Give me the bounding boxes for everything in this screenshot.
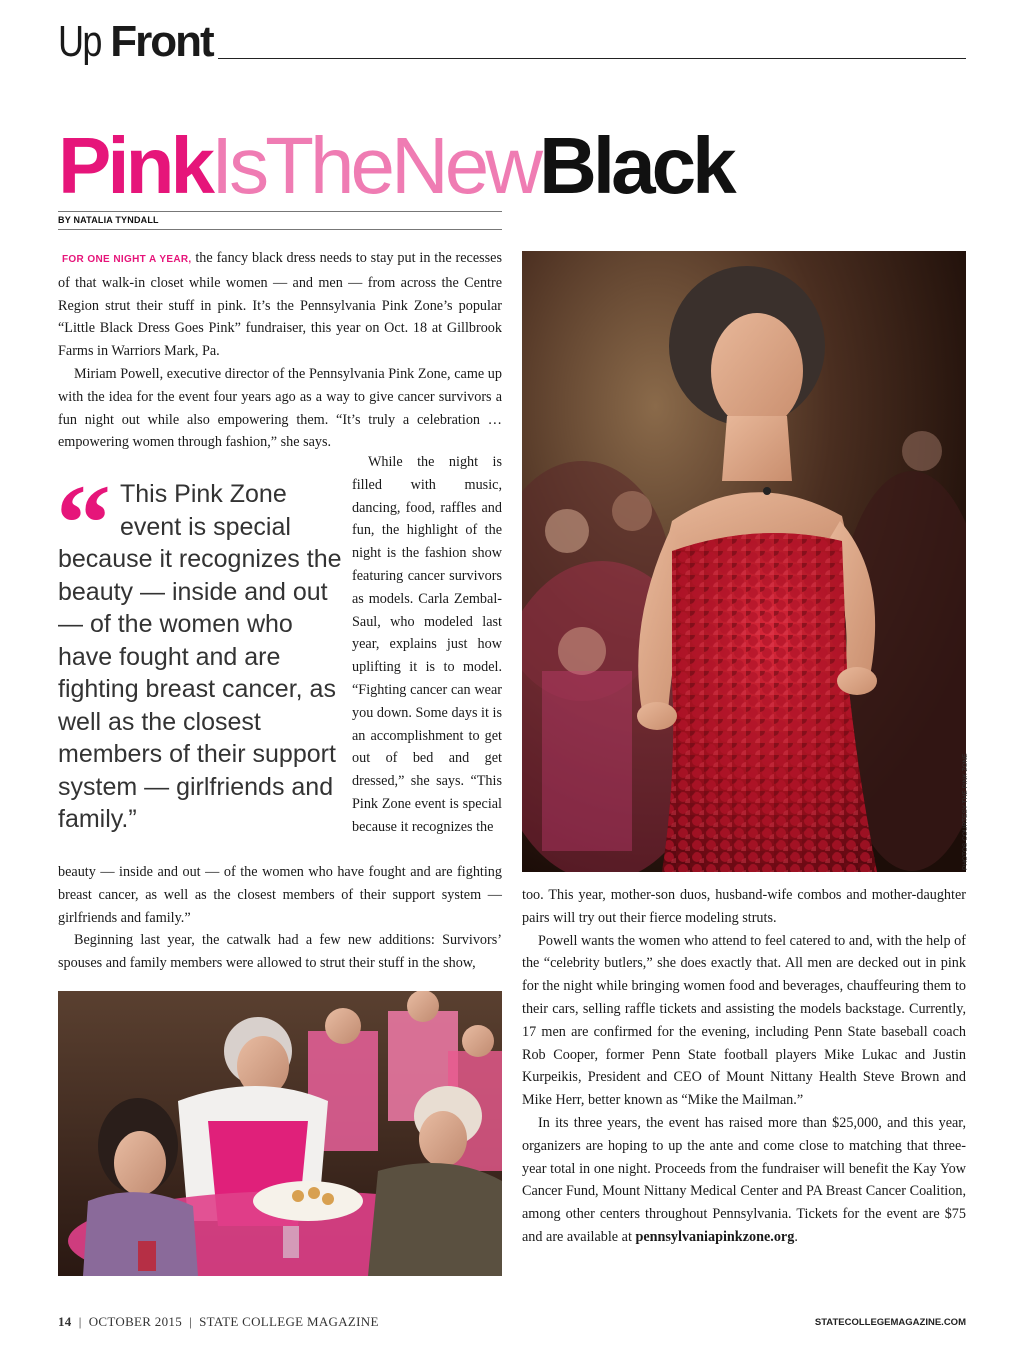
headline xyxy=(58,121,733,210)
article-column-left-bottom xyxy=(58,861,502,975)
byline: BY NATALIA TYNDALL xyxy=(58,215,159,225)
article-p6 xyxy=(522,1112,966,1249)
section-header-light: Up xyxy=(58,17,101,66)
article-p6-text: In its three years, the event has raised more than $25,000, and this year, organizers are hoping to up the ante and come close to matching that three-year total in one night. Proceeds from the fundraiser will benefit the Kay Yow Cancer Fund, Mount Nittany Medical Center and PA Breast Cancer Coalition, among other centers throughout Pennsylvania. Tickets for the event are $75 and are available at xyxy=(522,1114,966,1245)
website-link[interactable]: pennsylvaniapinkzone.org xyxy=(635,1228,795,1245)
dinner-photo-image xyxy=(58,991,502,1276)
footer-website[interactable]: STATECOLLEGEMAGAZINE.COM xyxy=(814,1317,966,1328)
headline-black: Black xyxy=(539,121,733,210)
article-column-right xyxy=(522,884,966,1249)
article-p2: Miriam Powell, executive director of the Pennsylvania Pink Zone, came up with the idea for the event four years ago as a way to give cancer survivors a fun night out while also empowering them. “It’s truly a celebration … empowering women through fashion,” she says. xyxy=(58,365,502,451)
section-header xyxy=(58,17,213,66)
pull-quote-rest: because it recognizes the beauty — inside and out — of the women who have fought and are fighting breast cancer, as well as the closest members of their support system — girlfriends and family.” xyxy=(58,545,342,833)
header-rule xyxy=(218,58,966,59)
runway-photo xyxy=(522,251,966,872)
article-column-narrow xyxy=(352,451,502,839)
article-p1: the fancy black dress needs to stay put in the recesses of that walk-in closet while women — and men — from across the Centre Region strut their stuff in pink. It’s the Pennsylvania Pink Zone’s popular “Little Black Dress Goes Pink” fundraiser, this year on Oct. 18 at Gillbrook Farms in Warriors Mark, Pa. xyxy=(58,250,502,360)
byline-rule xyxy=(58,211,502,212)
article-p6-end: . xyxy=(794,1228,798,1245)
article-paragraph xyxy=(58,247,502,363)
section-header-bold: Front xyxy=(110,17,213,66)
pull-quote xyxy=(58,478,343,836)
article-p5: Powell wants the women who attend to feel catered to and, with the help of the “celebrity butlers,” she does exactly that. All men are decked out in pink for the night while bringing women food and beverages, chauffeuring them to their cars, selling raffle tickets and assisting the models backstage. Currently, 17 men are confirmed for the evening, including Penn State baseball coach Rob Cooper, former Penn State football players Mike Lukac and Justin Kurpeikis, President and CEO of Mount Nittany Health Steve Brown and Mike Herr, better known as “Mike the Mailman.” xyxy=(522,932,966,1109)
footer-issue xyxy=(58,1314,379,1330)
article-p4: Beginning last year, the catwalk had a few new additions: Survivors’ spouses and family members were allowed to strut their stuff in the show, xyxy=(58,932,502,972)
pull-quote-line: event is special xyxy=(120,512,291,541)
page-number: 14 xyxy=(58,1314,72,1329)
article-p4-continued: too. This year, mother-son duos, husband-wife combos and mother-daughter pairs will try out their fierce modeling struts. xyxy=(522,887,966,926)
article-p3-continued: beauty — inside and out — of the women who have fought and are fighting breast cancer, as well as the closest members of their support system — girlfriends and family.” xyxy=(58,864,502,926)
dinner-photo xyxy=(58,991,502,1276)
headline-pink: Pink xyxy=(58,121,211,210)
headline-light: IsTheNew xyxy=(210,121,540,210)
footer-issue-text: | OCTOBER 2015 | STATE COLLEGE MAGAZINE xyxy=(71,1314,379,1329)
article-p3: While the night is filled with music, dancing, food, raffles and fun, the highlight of the night is the fashion show featuring cancer survivors as models. Carla Zembal-Saul, who modeled last year, explains just how uplifting it is to model. “Fighting cancer can wear you down. Some days it is an accomplishment to get out of bed and get dressed,” she says. “This Pink Zone event is special because it recognizes the xyxy=(352,454,502,835)
article-leadin: FOR ONE NIGHT A YEAR, xyxy=(62,254,192,265)
article-column-left-top xyxy=(58,247,502,454)
runway-photo-image xyxy=(522,251,966,872)
photo-credit: PHOTOS COURTESY THE PINK ZONE xyxy=(962,753,969,870)
quote-mark-icon: “ xyxy=(56,462,111,584)
pull-quote-line: This Pink Zone xyxy=(120,480,287,508)
byline-rule xyxy=(58,229,502,230)
